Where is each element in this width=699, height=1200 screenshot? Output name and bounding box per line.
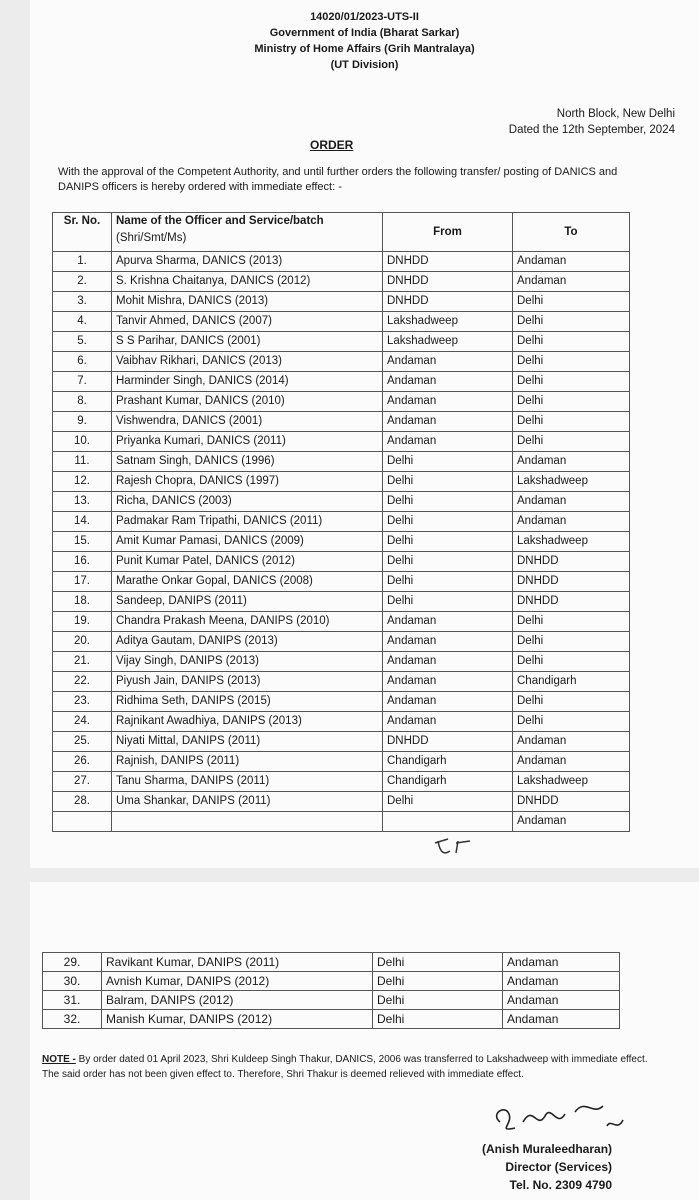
cell-from: Delhi — [373, 991, 503, 1010]
table-row — [53, 532, 630, 552]
cell-name: Vaibhav Rikhari, DANICS (2013) — [112, 352, 383, 372]
cell-sr: 18. — [53, 592, 112, 612]
table-row — [53, 312, 630, 332]
table-row — [53, 732, 630, 752]
cell-from: Andaman — [383, 672, 513, 692]
cell-from: Andaman — [383, 612, 513, 632]
table-row — [53, 672, 630, 692]
cell-sr: 1. — [53, 252, 112, 272]
cell-from: Lakshadweep — [383, 312, 513, 332]
cell-name: Ravikant Kumar, DANIPS (2011) — [102, 953, 373, 972]
cell-to: Lakshadweep — [513, 532, 630, 552]
table-body-1 — [53, 252, 630, 832]
cell-to: Delhi — [513, 612, 630, 632]
cell-from: DNHDD — [383, 732, 513, 752]
note-label: NOTE - — [42, 1054, 76, 1065]
table-row — [53, 652, 630, 672]
col-name-title: Name of the Officer and Service/batch — [116, 215, 324, 227]
cell-name: Manish Kumar, DANIPS (2012) — [102, 1010, 373, 1029]
cell-sr: 7. — [53, 372, 112, 392]
cell-sr: 31. — [43, 991, 102, 1010]
cell-sr: 22. — [53, 672, 112, 692]
cell-name: Chandra Prakash Meena, DANIPS (2010) — [112, 612, 383, 632]
cell-from: Chandigarh — [383, 772, 513, 792]
cell-sr: 6. — [53, 352, 112, 372]
cell-from: Andaman — [383, 432, 513, 452]
cell-name: Satnam Singh, DANICS (1996) — [112, 452, 383, 472]
cell-to: Delhi — [513, 652, 630, 672]
cell-from: Andaman — [383, 372, 513, 392]
cell-to: Delhi — [513, 312, 630, 332]
table-row — [43, 972, 620, 991]
order-page-2 — [30, 882, 699, 1200]
cell-to: Andaman — [513, 452, 630, 472]
cell-sr: 8. — [53, 392, 112, 412]
cell-empty — [53, 812, 112, 832]
cell-to: Lakshadweep — [513, 772, 630, 792]
cell-name: Marathe Onkar Gopal, DANICS (2008) — [112, 572, 383, 592]
cell-name: S S Parihar, DANICS (2001) — [112, 332, 383, 352]
cell-from: Chandigarh — [383, 752, 513, 772]
table-row — [53, 572, 630, 592]
cell-from: Delhi — [383, 492, 513, 512]
cell-empty — [112, 812, 383, 832]
cell-from: Delhi — [373, 1010, 503, 1029]
cell-empty — [383, 812, 513, 832]
table-row — [53, 412, 630, 432]
cell-name: Rajesh Chopra, DANICS (1997) — [112, 472, 383, 492]
cell-from: Andaman — [383, 352, 513, 372]
cell-sr: 10. — [53, 432, 112, 452]
cell-name: Rajnish, DANIPS (2011) — [112, 752, 383, 772]
cell-name: Prashant Kumar, DANICS (2010) — [112, 392, 383, 412]
table-row — [53, 252, 630, 272]
table-row — [53, 512, 630, 532]
cell-from: Andaman — [383, 412, 513, 432]
cell-sr: 13. — [53, 492, 112, 512]
cell-from: Delhi — [383, 572, 513, 592]
cell-sr: 4. — [53, 312, 112, 332]
note-paragraph — [42, 1052, 652, 1082]
cell-name: Sandeep, DANIPS (2011) — [112, 592, 383, 612]
cell-from: Delhi — [383, 532, 513, 552]
order-page-1 — [30, 0, 699, 868]
ministry-line: Ministry of Home Affairs (Grih Mantralaya) — [254, 43, 475, 55]
cell-name: Mohit Mishra, DANICS (2013) — [112, 292, 383, 312]
col-from: From — [383, 213, 513, 252]
cell-to: Andaman — [503, 991, 620, 1010]
table-header-row — [53, 213, 630, 252]
cell-name: Tanu Sharma, DANIPS (2011) — [112, 772, 383, 792]
table-row — [53, 772, 630, 792]
cell-to: DNHDD — [513, 572, 630, 592]
table-row — [53, 292, 630, 312]
place: North Block, New Delhi — [556, 108, 675, 120]
table-row — [53, 792, 630, 812]
intro-paragraph: With the approval of the Competent Authority, and until further orders the following transfer/ posting of DANICS and DANIPS officers is hereby ordered with immediate effect: - — [58, 166, 618, 193]
table-body-2 — [43, 953, 620, 1029]
table-row — [43, 953, 620, 972]
cell-to: Delhi — [513, 352, 630, 372]
cell-to: Chandigarh — [513, 672, 630, 692]
cell-sr: 19. — [53, 612, 112, 632]
table-row — [53, 492, 630, 512]
initials-mark — [430, 835, 490, 859]
cell-sr: 26. — [53, 752, 112, 772]
cell-sr: 32. — [43, 1010, 102, 1029]
cell-sr: 24. — [53, 712, 112, 732]
cell-to: Delhi — [513, 392, 630, 412]
table-row — [53, 352, 630, 372]
cell-sr: 11. — [53, 452, 112, 472]
cell-to: Andaman — [513, 272, 630, 292]
cell-name: Balram, DANIPS (2012) — [102, 991, 373, 1010]
cell-from: Lakshadweep — [383, 332, 513, 352]
table-row — [53, 372, 630, 392]
cell-sr: 14. — [53, 512, 112, 532]
table-row — [53, 752, 630, 772]
col-to: To — [513, 213, 630, 252]
cell-name: Avnish Kumar, DANIPS (2012) — [102, 972, 373, 991]
cell-sr: 12. — [53, 472, 112, 492]
division-line: (UT Division) — [330, 59, 399, 71]
cell-to: Andaman — [513, 732, 630, 752]
table-row-extra — [53, 812, 630, 832]
cell-sr: 25. — [53, 732, 112, 752]
cell-to: DNHDD — [513, 792, 630, 812]
table-row — [53, 692, 630, 712]
cell-from: Delhi — [373, 972, 503, 991]
cell-from: Delhi — [383, 512, 513, 532]
cell-to: DNHDD — [513, 592, 630, 612]
cell-to: Delhi — [513, 372, 630, 392]
govt-line: Government of India (Bharat Sarkar) — [269, 27, 460, 39]
cell-from: DNHDD — [383, 272, 513, 292]
cell-name: Tanvir Ahmed, DANICS (2007) — [112, 312, 383, 332]
cell-sr: 3. — [53, 292, 112, 312]
cell-sr: 21. — [53, 652, 112, 672]
cell-name: Uma Shankar, DANIPS (2011) — [112, 792, 383, 812]
cell-name: Harminder Singh, DANICS (2014) — [112, 372, 383, 392]
cell-sr: 23. — [53, 692, 112, 712]
cell-sr: 5. — [53, 332, 112, 352]
cell-from: Andaman — [383, 712, 513, 732]
table-row — [53, 612, 630, 632]
cell-name: S. Krishna Chaitanya, DANICS (2012) — [112, 272, 383, 292]
cell-from: Delhi — [383, 552, 513, 572]
cell-to: Delhi — [513, 632, 630, 652]
cell-sr: 20. — [53, 632, 112, 652]
signatory-tel: Tel. No. 2309 4790 — [509, 1178, 613, 1192]
table-row — [53, 332, 630, 352]
cell-from: Andaman — [383, 632, 513, 652]
cell-name: Piyush Jain, DANIPS (2013) — [112, 672, 383, 692]
table-row — [53, 552, 630, 572]
table-row — [43, 1010, 620, 1029]
cell-to: Andaman — [503, 953, 620, 972]
cell-name: Niyati Mittal, DANIPS (2011) — [112, 732, 383, 752]
table-row — [53, 632, 630, 652]
table-row — [53, 592, 630, 612]
col-sr: Sr. No. — [53, 213, 112, 252]
cell-to: Lakshadweep — [513, 472, 630, 492]
cell-name: Richa, DANICS (2003) — [112, 492, 383, 512]
transfer-table-continued — [42, 952, 620, 1029]
cell-to: Andaman — [513, 252, 630, 272]
table-row — [43, 991, 620, 1010]
cell-name: Vishwendra, DANICS (2001) — [112, 412, 383, 432]
note-text: By order dated 01 April 2023, Shri Kuldeep Singh Thakur, DANICS, 2006 was transferred to Lakshadweep with immediate effect. The said order has not been given effect to. Therefore, Shri Thakur is deemed relieved with immediate effect. — [42, 1054, 648, 1080]
cell-from: Delhi — [383, 452, 513, 472]
table-row — [53, 272, 630, 292]
cell-name: Aditya Gautam, DANIPS (2013) — [112, 632, 383, 652]
cell-sr: 9. — [53, 412, 112, 432]
cell-to: DNHDD — [513, 552, 630, 572]
signature-block — [482, 1092, 612, 1194]
cell-from: Delhi — [373, 953, 503, 972]
cell-from: Andaman — [383, 652, 513, 672]
cell-name: Apurva Sharma, DANICS (2013) — [112, 252, 383, 272]
table-row — [53, 432, 630, 452]
cell-sr: 27. — [53, 772, 112, 792]
cell-to: Delhi — [513, 412, 630, 432]
cell-sr: 28. — [53, 792, 112, 812]
cell-name: Priyanka Kumari, DANICS (2011) — [112, 432, 383, 452]
cell-to: Andaman — [513, 512, 630, 532]
cell-to: Andaman — [513, 492, 630, 512]
cell-from: Delhi — [383, 592, 513, 612]
table-row — [53, 392, 630, 412]
col-name-sub: (Shri/Smt/Ms) — [116, 232, 187, 244]
cell-name: Padmakar Ram Tripathi, DANICS (2011) — [112, 512, 383, 532]
cell-sr: 2. — [53, 272, 112, 292]
order-heading: ORDER — [310, 138, 354, 152]
cell-name: Punit Kumar Patel, DANICS (2012) — [112, 552, 383, 572]
col-name — [112, 213, 383, 252]
cell-to: Delhi — [513, 432, 630, 452]
table-row — [53, 472, 630, 492]
cell-from: Andaman — [383, 692, 513, 712]
cell-to: Andaman — [503, 972, 620, 991]
date: Dated the 12th September, 2024 — [508, 124, 675, 136]
table-row — [53, 452, 630, 472]
signatory-name: (Anish Muraleedharan) — [482, 1142, 613, 1156]
cell-to: Andaman — [513, 752, 630, 772]
transfer-table — [52, 212, 630, 832]
cell-name: Rajnikant Awadhiya, DANIPS (2013) — [112, 712, 383, 732]
cell-from: DNHDD — [383, 252, 513, 272]
cell-to: Delhi — [513, 292, 630, 312]
cell-name: Ridhima Seth, DANIPS (2015) — [112, 692, 383, 712]
cell-sr: 16. — [53, 552, 112, 572]
cell-to: Delhi — [513, 332, 630, 352]
cell-to: Delhi — [513, 692, 630, 712]
cell-name: Vijay Singh, DANIPS (2013) — [112, 652, 383, 672]
cell-to: Delhi — [513, 712, 630, 732]
cell-to: Andaman — [513, 812, 630, 832]
cell-name: Amit Kumar Pamasi, DANICS (2009) — [112, 532, 383, 552]
cell-sr: 15. — [53, 532, 112, 552]
cell-from: DNHDD — [383, 292, 513, 312]
cell-sr: 29. — [43, 953, 102, 972]
signatory-title: Director (Services) — [505, 1160, 613, 1174]
cell-from: Delhi — [383, 792, 513, 812]
cell-to: Andaman — [503, 1010, 620, 1029]
file-number: 14020/01/2023-UTS-II — [310, 11, 419, 23]
cell-from: Delhi — [383, 472, 513, 492]
cell-sr: 30. — [43, 972, 102, 991]
cell-sr: 17. — [53, 572, 112, 592]
cell-from: Andaman — [383, 392, 513, 412]
table-row — [53, 712, 630, 732]
